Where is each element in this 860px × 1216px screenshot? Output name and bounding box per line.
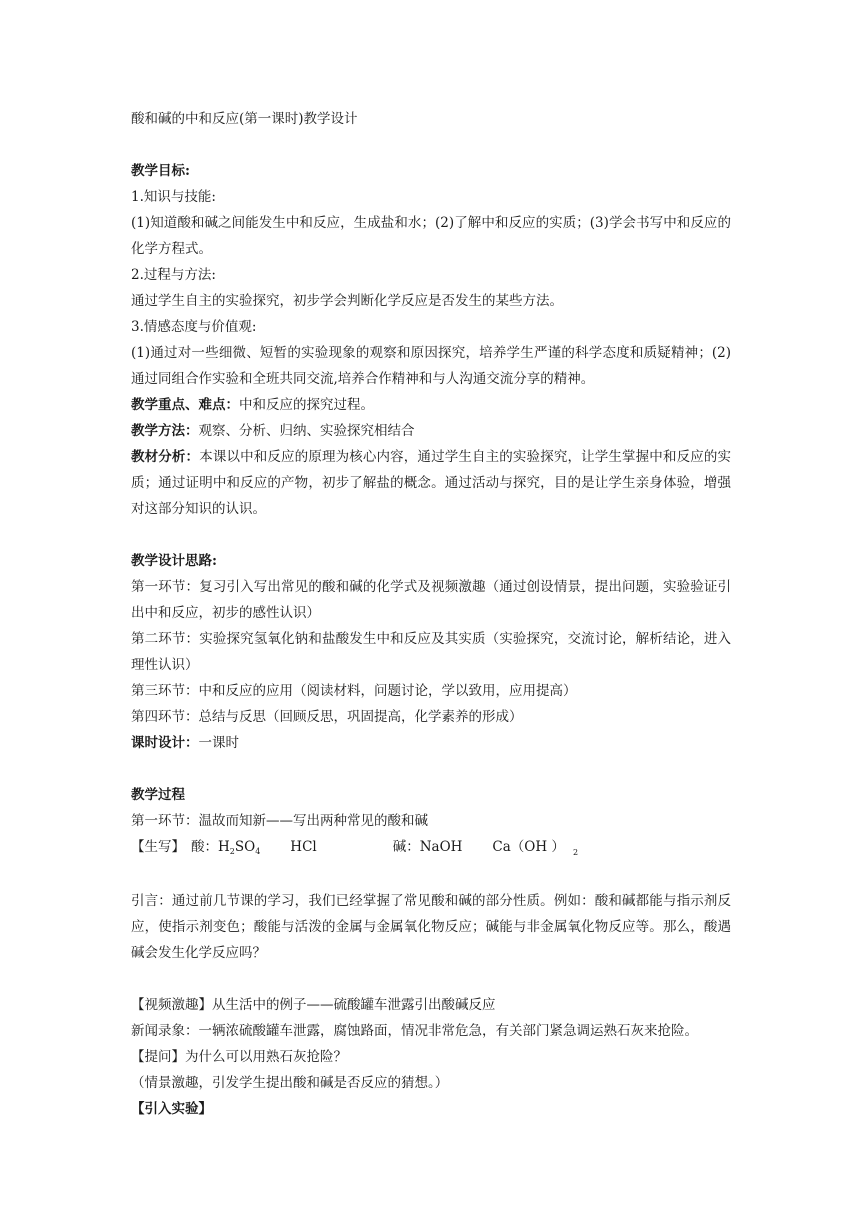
- document-title: 酸和碱的中和反应(第一课时)教学设计: [131, 111, 358, 127]
- question-line: 【提问】为什么可以用熟石灰抢险？: [131, 1049, 347, 1065]
- base-formula-1: NaOH: [419, 839, 463, 855]
- process-heading: 教学过程: [131, 787, 185, 803]
- key-points-text: 中和反应的探究过程。: [239, 397, 374, 413]
- emotion-heading: 3.情感态度与价值观:: [131, 319, 257, 335]
- base-label: 碱：: [392, 839, 420, 855]
- period-design: [131, 730, 731, 756]
- document-page: [131, 106, 731, 1122]
- analysis-label: 教材分析：: [131, 449, 200, 465]
- acid-formula-1: $H_2SO_4$: [218, 839, 261, 856]
- formula-line: [131, 834, 731, 862]
- design-heading: 教学设计思路:: [131, 553, 217, 569]
- base-formula-2: Ca（OH ） 2: [492, 839, 579, 857]
- knowledge-heading: 1.知识与技能:: [131, 189, 216, 205]
- video-line: 【视频激趣】从生活中的例子——硫酸罐车泄露引出酸碱反应: [131, 997, 496, 1013]
- news-text: 新闻录象：一辆浓硫酸罐车泄露，腐蚀路面，情况非常危急，有关部门紧急调运熟石灰来抢险。: [131, 1023, 698, 1039]
- emotion-text: (1)通过对一些细微、短暂的实验现象的观察和原因探究，培养学生严谨的科学态度和质疑精神；(2)通过同组合作实验和全班共同交流,培养合作精神和与人沟通交流分享的精神。: [131, 345, 731, 387]
- acid-label: 酸：: [191, 839, 218, 855]
- acid-formula-2: HCl: [290, 839, 317, 855]
- period-text: 一课时: [198, 735, 239, 751]
- process-method-heading: 2.过程与方法:: [131, 267, 216, 283]
- design-step-3: 第三环节：中和反应的应用（阅读材料，问题讨论，学以致用，应用提高）: [131, 683, 577, 699]
- spacer: [131, 132, 731, 158]
- write-label: 【生写】: [131, 839, 185, 855]
- methods-label: 教学方法：: [131, 423, 199, 439]
- objectives-heading: 教学目标:: [131, 163, 190, 179]
- key-points: [131, 392, 731, 418]
- spacer: [131, 756, 731, 782]
- methods-text: 观察、分析、归纳、实验探究相结合: [198, 423, 415, 439]
- methods: [131, 418, 731, 444]
- key-points-label: 教学重点、难点：: [131, 397, 239, 413]
- period-label: 课时设计：: [131, 735, 199, 751]
- process-step-1: 第一环节：温故而知新——写出两种常见的酸和碱: [131, 813, 428, 829]
- spacer: [131, 966, 731, 992]
- design-step-1: 第一环节：复习引入写出常见的酸和碱的化学式及视频激趣（通过创设情景，提出问题，实验验证引出中和反应，初步的感性认识）: [131, 579, 731, 621]
- spacer: [131, 522, 731, 548]
- process-method-text: 通过学生自主的实验探究，初步学会判断化学反应是否发生的某些方法。: [131, 293, 563, 309]
- design-step-2: 第二环节：实验探究氢氧化钠和盐酸发生中和反应及其实质（实验探究，交流讨论，解析结论，进入理性认识）: [131, 631, 731, 673]
- analysis-text: 本课以中和反应的原理为核心内容，通过学生自主的实验探究，让学生掌握中和反应的实质；通过证明中和反应的产物，初步了解盐的概念。通过活动与探究，目的是让学生亲身体验，增强对这部分知识的认识。: [131, 449, 732, 517]
- experiment-line: 【引入实验】: [131, 1101, 212, 1117]
- intro-text: 引言：通过前几节课的学习，我们已经掌握了常见酸和碱的部分性质。例如：酸和碱都能与指示剂反应，使指示剂变色；酸能与活泼的金属与金属氧化物反应；碱能与非金属氧化物反应等。那么，酸遇碱会发生化学反应吗？: [131, 893, 731, 961]
- knowledge-text: (1)知道酸和碱之间能发生中和反应，生成盐和水；(2)了解中和反应的实质；(3)学会书写中和反应的化学方程式。: [131, 215, 731, 257]
- spacer: [131, 862, 731, 888]
- design-step-4: 第四环节：总结与反思（回顾反思，巩固提高，化学素养的形成）: [131, 709, 523, 725]
- scenario-line: （情景激趣，引发学生提出酸和碱是否反应的猜想。）: [131, 1075, 449, 1091]
- analysis: [131, 444, 731, 522]
